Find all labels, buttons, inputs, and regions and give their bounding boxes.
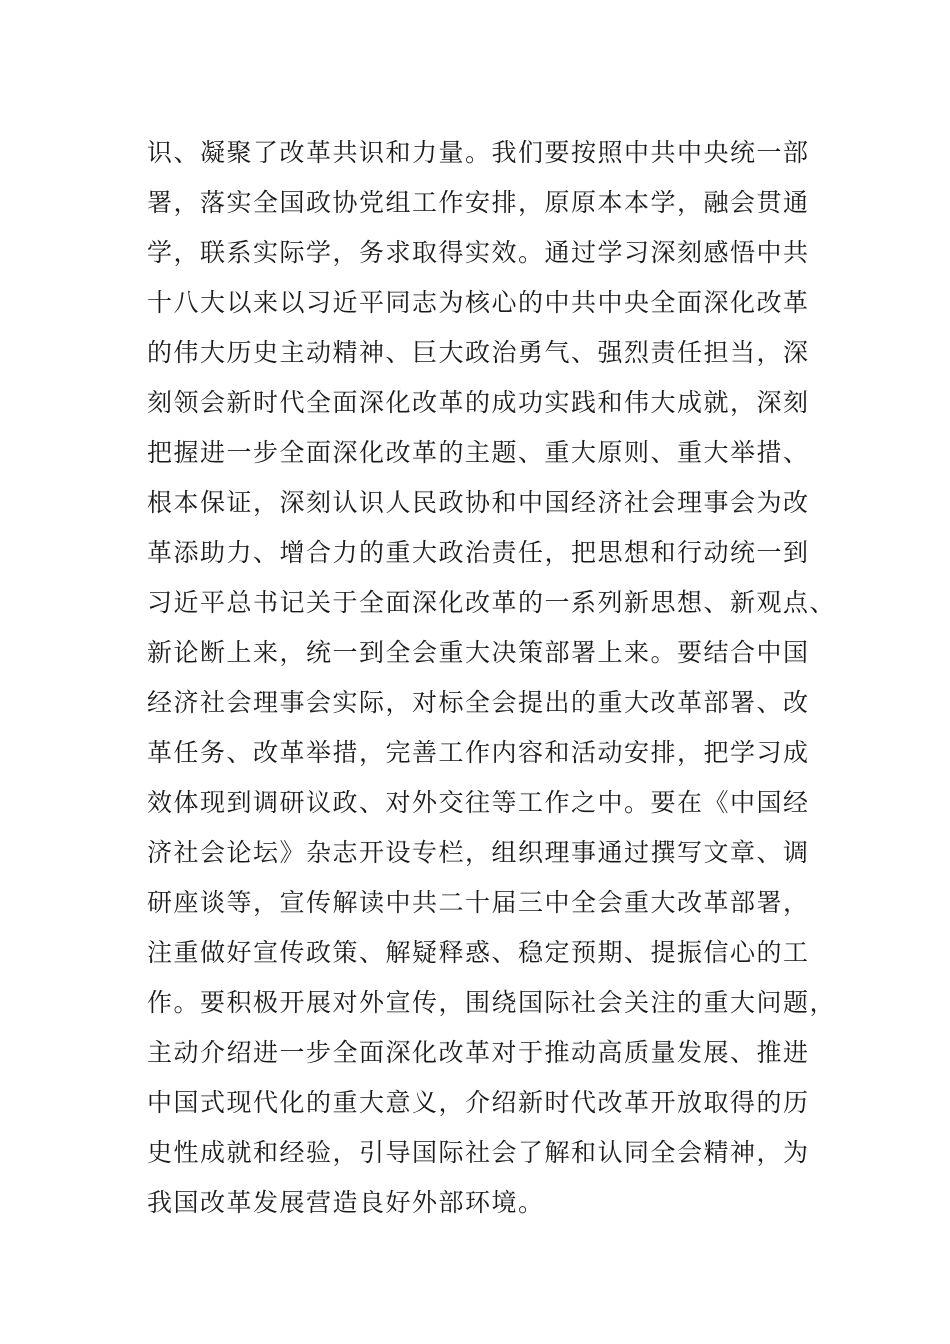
text-line-6: 刻领会新时代全面深化改革的成功实践和伟大成就，深刻	[147, 388, 810, 417]
text-line-15: 济社会论坛》杂志开设专栏，组织理事通过撰写文章、调	[147, 838, 810, 867]
text-line-14: 效体现到调研议政、对外交往等工作之中。要在《中国经	[147, 788, 810, 817]
text-line-5: 的伟大历史主动精神、巨大政治勇气、强烈责任担当，深	[147, 338, 810, 367]
text-line-21: 史性成就和经验，引导国际社会了解和认同全会精神，为	[147, 1138, 810, 1167]
text-line-22: 我国改革发展营造良好外部环境。	[147, 1188, 545, 1217]
text-line-12: 经济社会理事会实际，对标全会提出的重大改革部署、改	[147, 688, 810, 717]
body-paragraph	[147, 128, 837, 1228]
text-line-3: 学，联系实际学，务求取得实效。通过学习深刻感悟中共	[147, 238, 810, 267]
text-line-4: 十八大以来以习近平同志为核心的中共中央全面深化改革	[147, 288, 810, 317]
text-line-16: 研座谈等，宣传解读中共二十届三中全会重大改革部署，	[147, 888, 810, 917]
text-line-13: 革任务、改革举措，完善工作内容和活动安排，把学习成	[147, 738, 810, 767]
text-line-18: 作。要积极开展对外宣传，围绕国际社会关注的重大问题，	[147, 988, 837, 1017]
text-line-1: 识、凝聚了改革共识和力量。我们要按照中共中央统一部	[147, 138, 810, 167]
text-line-10: 习近平总书记关于全面深化改革的一系列新思想、新观点、	[147, 588, 837, 617]
text-line-9: 革添助力、增合力的重大政治责任，把思想和行动统一到	[147, 538, 810, 567]
text-line-19: 主动介绍进一步全面深化改革对于推动高质量发展、推进	[147, 1038, 810, 1067]
text-line-8: 根本保证，深刻认识人民政协和中国经济社会理事会为改	[147, 488, 810, 517]
text-line-11: 新论断上来，统一到全会重大决策部署上来。要结合中国	[147, 638, 810, 667]
text-line-7: 把握进一步全面深化改革的主题、重大原则、重大举措、	[147, 438, 810, 467]
text-line-2: 署，落实全国政协党组工作安排，原原本本学，融会贯通	[147, 188, 810, 217]
text-line-17: 注重做好宣传政策、解疑释惑、稳定预期、提振信心的工	[147, 938, 810, 967]
text-line-20: 中国式现代化的重大意义，介绍新时代改革开放取得的历	[147, 1088, 810, 1117]
